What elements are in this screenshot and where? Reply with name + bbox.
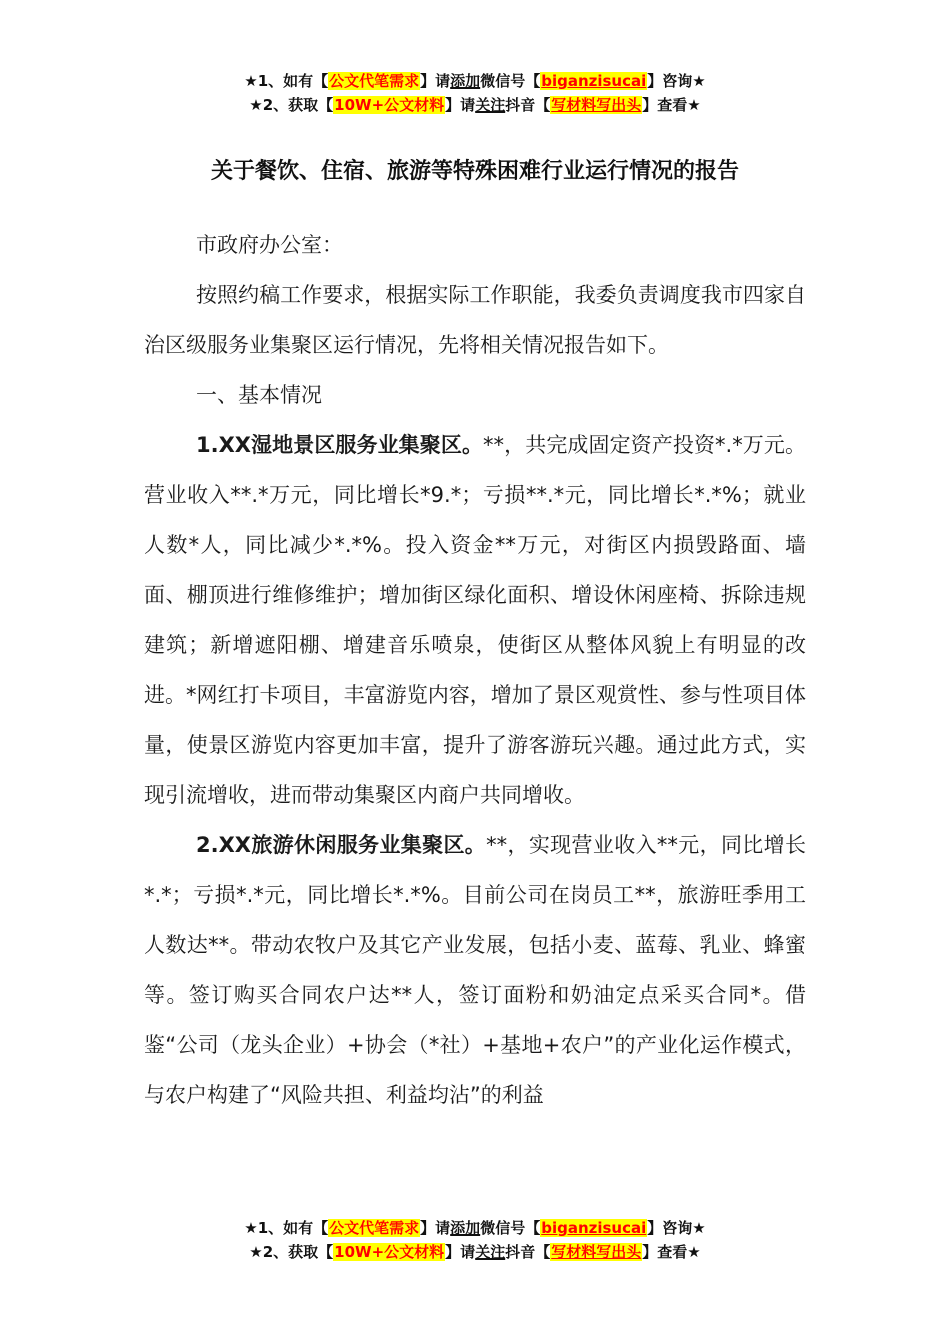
promo-text: 抖音【 <box>505 96 551 114</box>
promo-text: 微信号【 <box>480 72 541 90</box>
underlined-text: 添加 <box>450 1219 481 1237</box>
item-body: **，共完成固定资产投资*.*万元。营业收入**.*万元，同比增长*9.*；亏损**.*元，同比增长*.*%；就业人数*人，同比减少*.*%。投入资金**万元，对街区内损毁路面、墙面、棚顶进行维修维护；增加街区绿化面积、增设休闲座椅、拆除违规建筑；新增遮阳棚、增建音乐喷泉，使街区从整体风貌上有明显的改进。*网红打卡项目，丰富游览内容，增加了景区观赏性、参与性项目体量，使景区游览内容更加丰富，提升了游客游玩兴趣。通过此方式，实现引流增收，进而带动集聚区内商户共同增收。 <box>144 433 806 807</box>
document-title: 关于餐饮、住宿、旅游等特殊困难行业运行情况的报告 <box>210 159 739 184</box>
star-icon: ★ <box>249 1243 263 1261</box>
highlight-materials: 10W+公文材料 <box>334 96 445 114</box>
star-icon: ★ <box>692 1219 706 1237</box>
section-heading: 一、基本情况 <box>196 383 322 407</box>
promo-line-2 <box>0 93 950 117</box>
star-icon: ★ <box>692 72 706 90</box>
underlined-text: 关注 <box>475 1243 506 1261</box>
highlight-service: 公文代笔需求 <box>329 1219 420 1237</box>
promo-banner-bottom <box>0 1216 950 1264</box>
item-heading: 1.XX湿地景区服务业集聚区。 <box>196 433 484 457</box>
promo-text: 】咨询 <box>647 72 693 90</box>
wechat-id-link[interactable]: biganzisucai <box>541 72 647 90</box>
promo-line-2 <box>0 1240 950 1264</box>
promo-text: 1、如有【 <box>257 1219 329 1237</box>
promo-text: 】查看 <box>642 1243 688 1261</box>
item-heading: 2.XX旅游休闲服务业集聚区。 <box>196 833 487 857</box>
star-icon: ★ <box>687 1243 701 1261</box>
highlight-service: 公文代笔需求 <box>329 72 420 90</box>
promo-line-1 <box>0 1216 950 1240</box>
promo-text: 】请 <box>420 1219 451 1237</box>
salutation: 市政府办公室： <box>196 233 343 257</box>
promo-text: 】咨询 <box>647 1219 693 1237</box>
promo-text: 1、如有【 <box>257 72 329 90</box>
underlined-text: 添加 <box>450 72 481 90</box>
wechat-id-link[interactable]: biganzisucai <box>541 1219 647 1237</box>
promo-text: 2、获取【 <box>262 1243 334 1261</box>
promo-text: 2、获取【 <box>262 96 334 114</box>
promo-banner-top <box>0 69 950 117</box>
promo-text: 】请 <box>445 96 476 114</box>
promo-text: 微信号【 <box>480 1219 541 1237</box>
promo-line-1 <box>0 69 950 93</box>
item-body: **，实现营业收入**元，同比增长*.*；亏损*.*元，同比增长*.*%。目前公司在岗员工**，旅游旺季用工人数达**。带动农牧户及其它产业发展，包括小麦、蓝莓、乳业、蜂蜜等。签订购买合同农户达**人，签订面粉和奶油定点采买合同*。借鉴“公司（龙头企业）+协会（*社）+基地+农户”的产业化运作模式，与农户构建了“风险共担、利益均沾”的利益 <box>144 833 806 1107</box>
star-icon: ★ <box>244 72 258 90</box>
promo-text: 】请 <box>445 1243 476 1261</box>
douyin-account-link[interactable]: 写材料写出头 <box>551 1243 642 1261</box>
star-icon: ★ <box>244 1219 258 1237</box>
promo-text: 抖音【 <box>505 1243 551 1261</box>
douyin-account-link[interactable]: 写材料写出头 <box>551 96 642 114</box>
underlined-text: 关注 <box>475 96 506 114</box>
item-paragraph-1 <box>144 420 806 820</box>
document-body <box>144 220 806 1120</box>
intro-paragraph: 按照约稿工作要求，根据实际工作职能，我委负责调度我市四家自治区级服务业集聚区运行情况，先将相关情况报告如下。 <box>144 283 806 357</box>
promo-text: 】查看 <box>642 96 688 114</box>
highlight-materials: 10W+公文材料 <box>334 1243 445 1261</box>
promo-text: 】请 <box>420 72 451 90</box>
star-icon: ★ <box>687 96 701 114</box>
item-paragraph-2 <box>144 820 806 1120</box>
star-icon: ★ <box>249 96 263 114</box>
